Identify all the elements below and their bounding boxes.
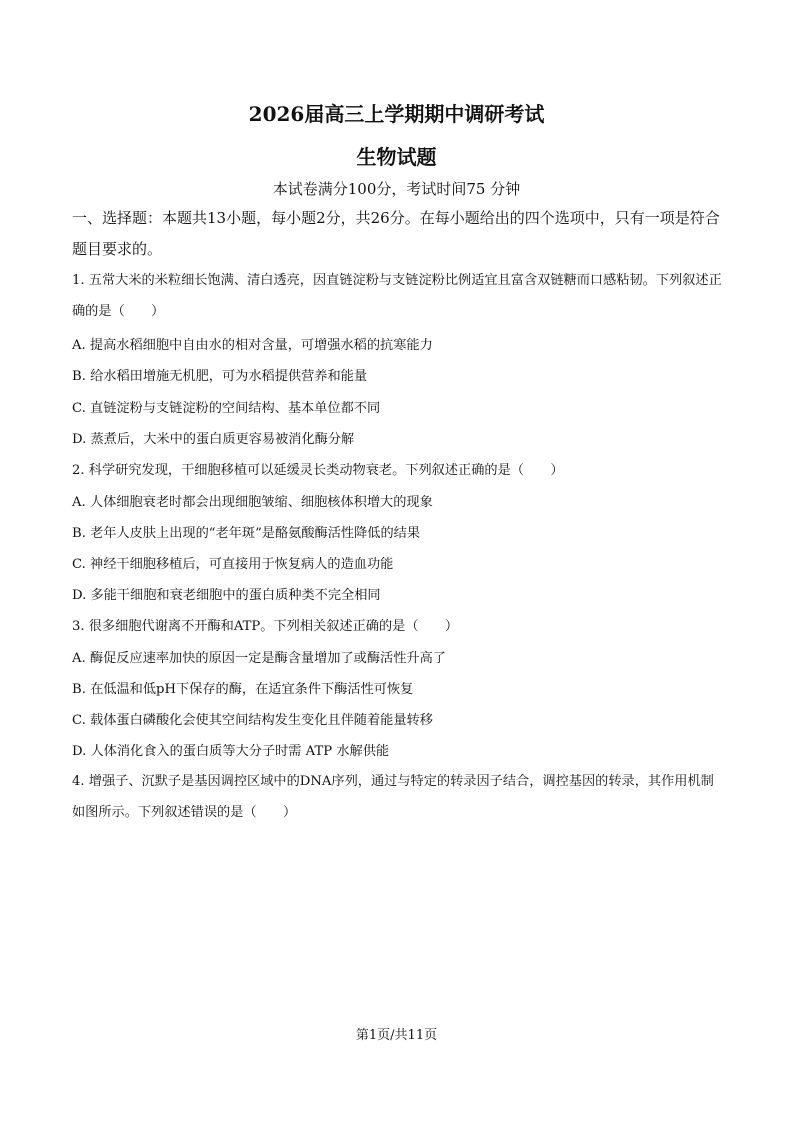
- question-2-option-c: C. 神经干细胞移植后，可直接用于恢复病人的造血功能: [72, 557, 394, 572]
- question-1-option-b: B. 给水稻田增施无机肥，可为水稻提供营养和能量: [72, 369, 368, 384]
- page-footer: 第1页/共11页: [355, 1028, 438, 1043]
- question-3-option-b: B. 在低温和低pH下保存的酶，在适宜条件下酶活性可恢复: [72, 682, 414, 697]
- question-1-option-d: D. 蒸煮后，大米中的蛋白质更容易被消化酶分解: [72, 432, 355, 447]
- question-2-option-d: D. 多能干细胞和衰老细胞中的蛋白质种类不完全相同: [72, 588, 381, 603]
- question-1-stem: 1. 五常大米的米粒细长饱满、清白透亮，因直链淀粉与支链淀粉比例适宜且富含双链糖而口感粘韧。下列叙述正确的是（ ）: [72, 273, 722, 319]
- question-2-option-b: B. 老年人皮肤上出现的“老年斑”是酪氨酸酶活性降低的结果: [72, 526, 421, 541]
- exam-info: 本试卷满分100分，考试时间75 分钟: [272, 180, 521, 198]
- question-4-stem: 4. 增强子、沉默子是基因调控区域中的DNA序列，通过与特定的转录因子结合，调控基因的转录，其作用机制如图所示。下列叙述错误的是（ ）: [72, 774, 714, 820]
- question-3-option-d: D. 人体消化食入的蛋白质等大分子时需 ATP 水解供能: [72, 744, 390, 759]
- question-2-option-a: A. 人体细胞衰老时都会出现细胞皱缩、细胞核体积增大的现象: [72, 495, 433, 510]
- question-3-option-a: A. 酶促反应速率加快的原因一定是酶含量增加了或酶活性升高了: [72, 651, 446, 666]
- question-3-stem: 3. 很多细胞代谢离不开酶和ATP。下列相关叙述正确的是（ ）: [72, 619, 459, 634]
- subject-title: 生物试题: [356, 145, 437, 169]
- question-1-option-a: A. 提高水稻细胞中自由水的相对含量，可增强水稻的抗寒能力: [72, 338, 433, 353]
- question-3-option-c: C. 载体蛋白磷酸化会使其空间结构发生变化且伴随着能量转移: [72, 713, 433, 728]
- question-1-option-c: C. 直链淀粉与支链淀粉的空间结构、基本单位都不同: [72, 401, 381, 416]
- question-2-stem: 2. 科学研究发现，干细胞移植可以延缓灵长类动物衰老。下列叙述正确的是（ ）: [72, 463, 564, 478]
- exam-title: 2026届高三上学期期中调研考试: [248, 102, 545, 126]
- section-heading: 一、选择题：本题共13小题，每小题2分，共26分。在每小题给出的四个选项中，只有一项是符合题目要求的。: [72, 209, 720, 258]
